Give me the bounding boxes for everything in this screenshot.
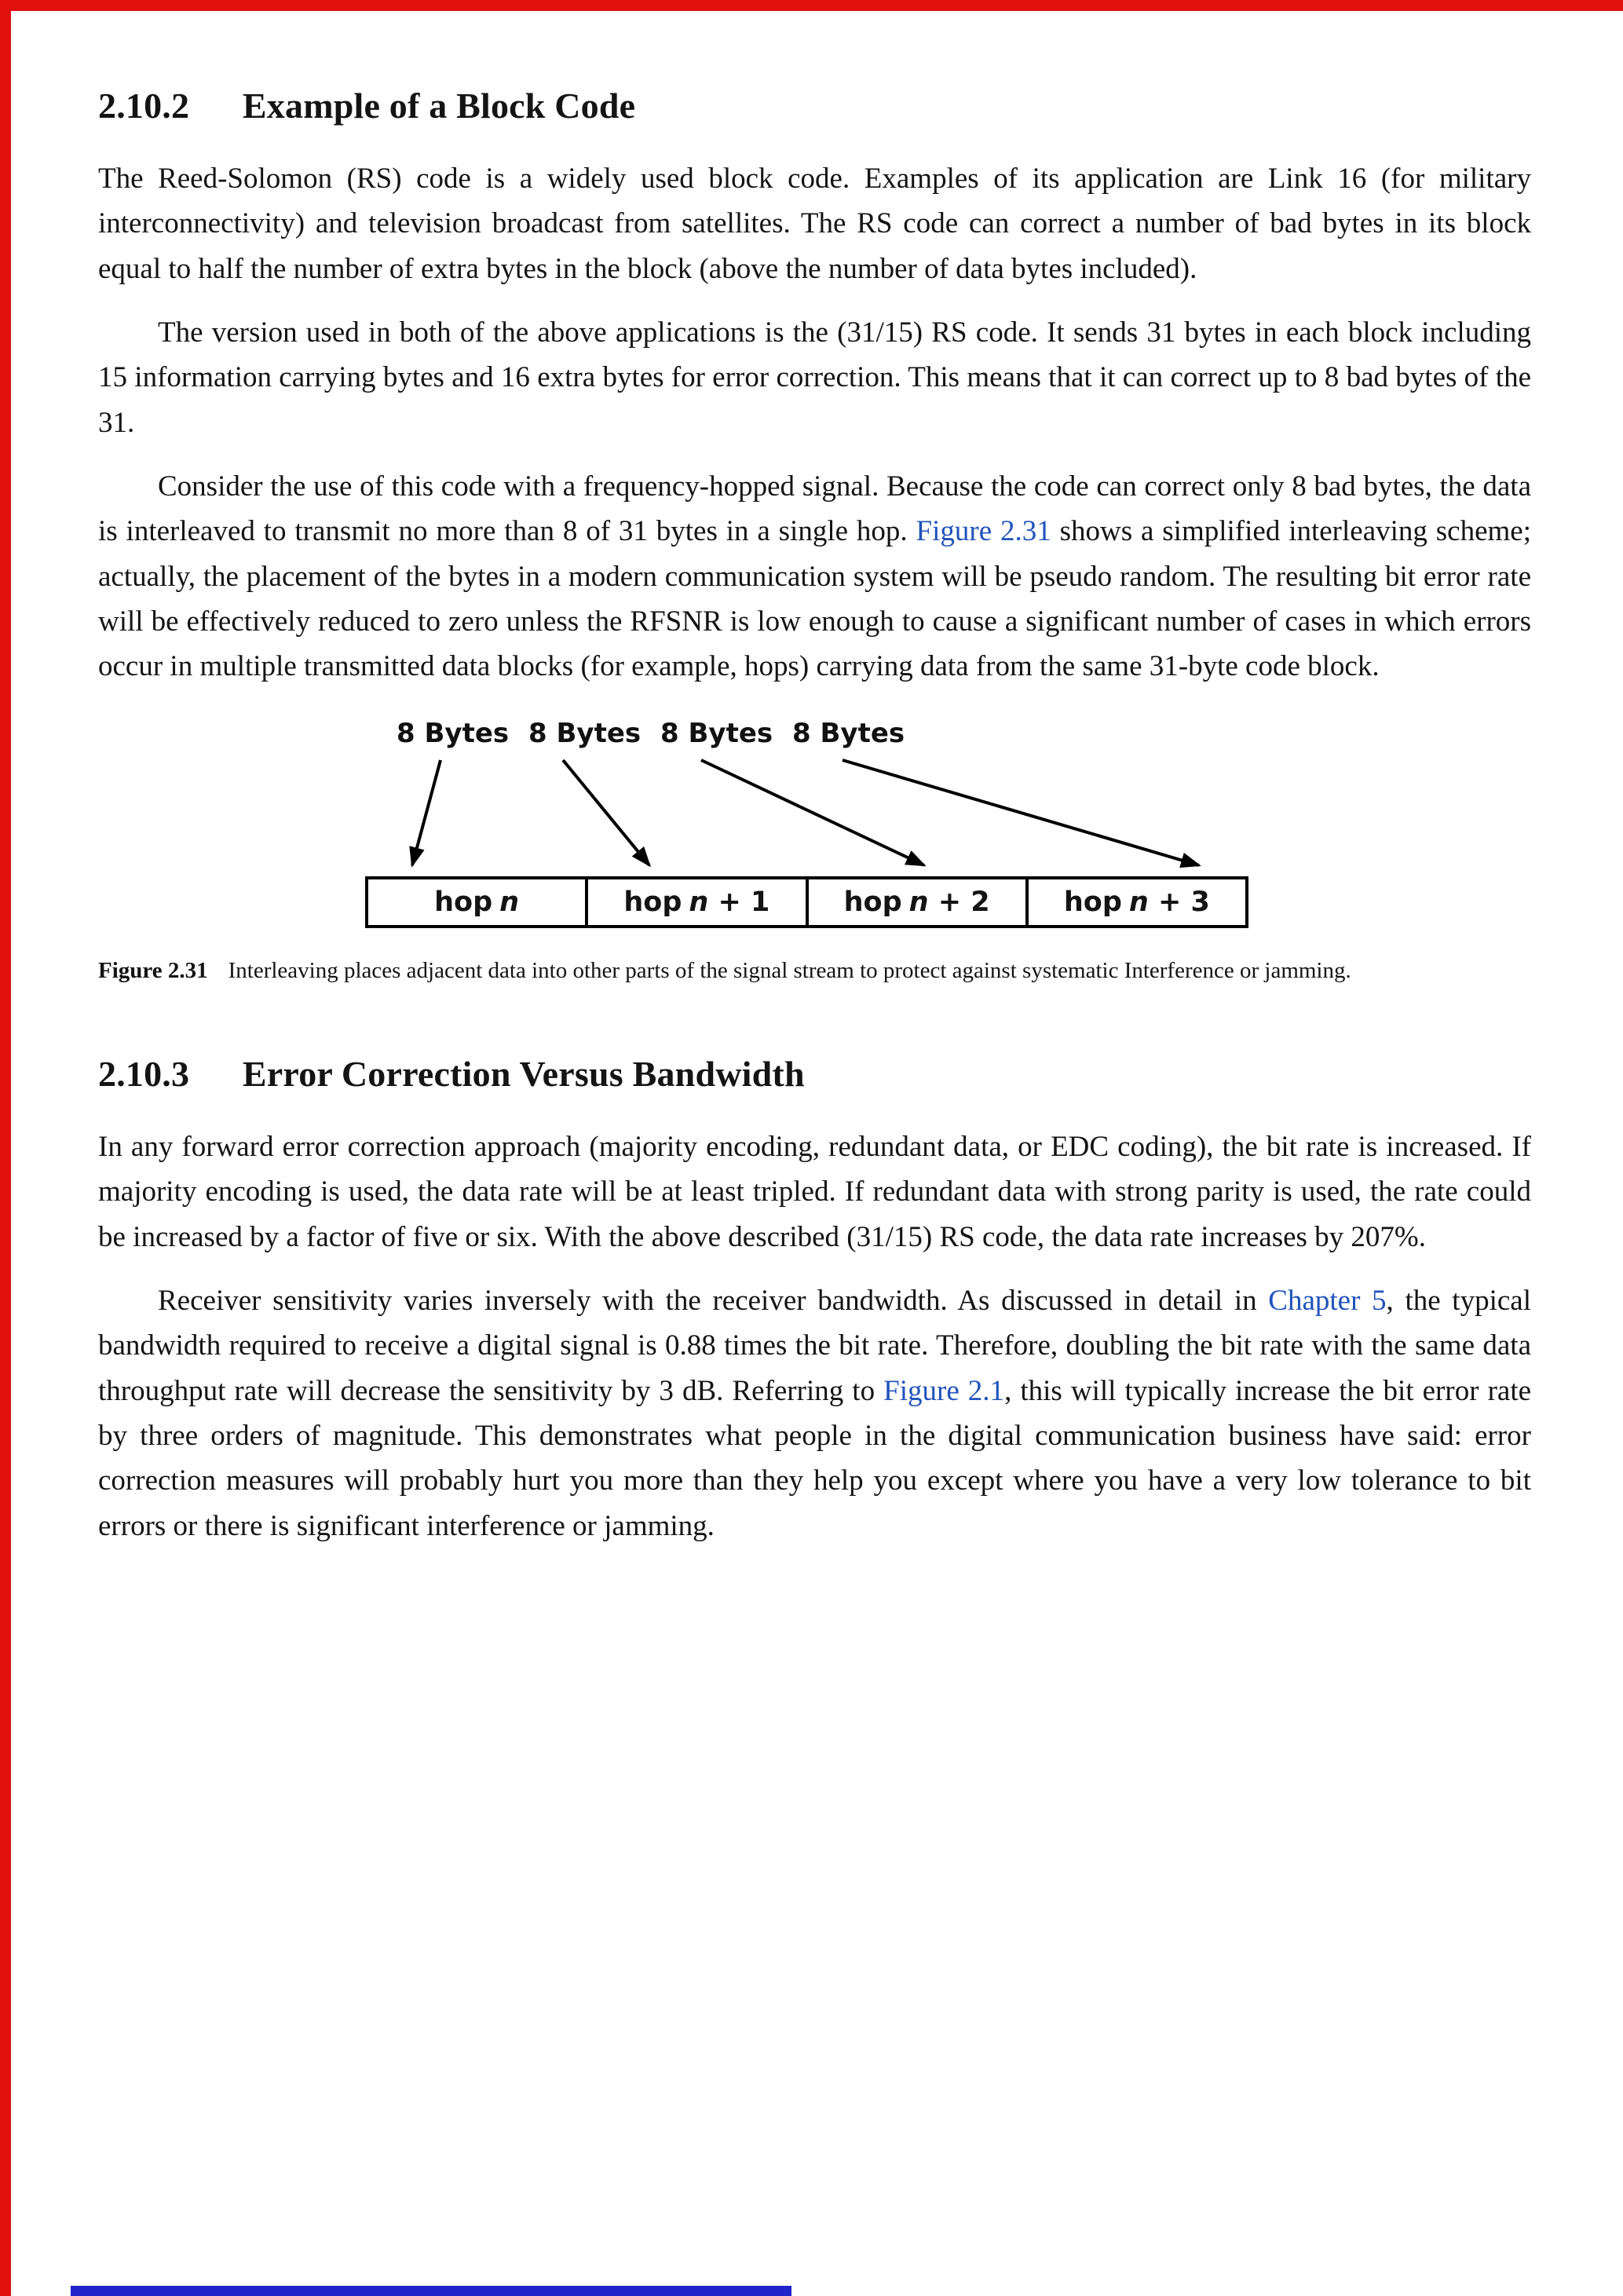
- hop-suffix: + 3: [1148, 886, 1210, 918]
- section-number: 2.10.2: [98, 86, 190, 126]
- bottom-edge-bar: [71, 2286, 791, 2296]
- hop-label: hop: [1063, 886, 1122, 918]
- hop-row: [365, 876, 1248, 928]
- section-title: Example of a Block Code: [242, 86, 636, 126]
- hop-box-n-plus-1: [585, 876, 808, 928]
- byte-group-label: 8 Bytes: [660, 717, 773, 749]
- top-edge-bar: [0, 0, 1623, 11]
- section-heading-2-10-2: [98, 85, 1531, 126]
- hop-variable: n: [499, 886, 520, 918]
- figure-caption-label: Figure 2.31: [98, 957, 208, 983]
- figure-2-31: [98, 718, 1531, 987]
- hop-variable: n: [689, 886, 709, 918]
- byte-group-label: 8 Bytes: [528, 717, 642, 749]
- interleaving-arrows: [365, 759, 1248, 876]
- paragraph: [98, 156, 1531, 291]
- paragraph-text: The version used in both of the above applications is the (31/15) RS code. It sends 31 bytes in each block including 15 information carrying bytes and 16 extra bytes for error correction. This means that it can correct up to 8 bad bytes of the 31.: [98, 316, 1531, 439]
- paragraph: [98, 310, 1531, 445]
- hop-label: hop: [843, 886, 902, 918]
- figure-caption-text: Interleaving places adjacent data into other parts of the signal stream to protect against systematic Interference or jamming.: [228, 957, 1351, 983]
- hop-variable: n: [908, 886, 929, 918]
- paragraph: [98, 1124, 1531, 1260]
- hop-label: hop: [434, 886, 493, 918]
- chapter-5-link[interactable]: Chapter 5: [1268, 1284, 1387, 1317]
- paragraph-text: The Reed-Solomon (RS) code is a widely used block code. Examples of its application are Link 16 (for military interconnectivity) and television broadcast from satellites. The RS code can correct a number of bad bytes in its block equal to half the number of extra bytes in the block (above the number of data bytes included).: [98, 163, 1531, 285]
- hop-suffix: + 2: [928, 886, 990, 918]
- paragraph-text: Receiver sensitivity varies inversely with the receiver bandwidth. As discussed in detail in: [158, 1284, 1269, 1317]
- paragraph-text: , the typical bandwidth required to receive a digital signal is 0.88 times the bit rate. Therefore, doubling the bit rate with the same data throughput rate will decrease the sensitivity by 3 dB. Referring to: [98, 1284, 1531, 1407]
- paragraph: [98, 1278, 1531, 1548]
- page-content: [98, 85, 1531, 1567]
- paragraph-text: In any forward error correction approach (majority encoding, redundant data, or EDC coding), the bit rate is increased. If majority encoding is used, the data rate will be at least tripled. If redundant data with strong parity is used, the rate could be increased by a factor of five or six. With the above described (31/15) RS code, the data rate increases by 207%.: [98, 1130, 1531, 1253]
- figure-caption: [98, 955, 1531, 987]
- figure-2-31-link[interactable]: Figure 2.31: [916, 515, 1051, 548]
- section-number: 2.10.3: [98, 1053, 190, 1094]
- paragraph-text: , this will typically increase the bit error rate by three orders of magnitude. This demonstrates what people in the digital communication business have said: error correction measures will probably hurt you more than they help you except where you have a very low tolerance to bit errors or there is significant interference or jamming.: [98, 1374, 1532, 1542]
- paragraph-text: Consider the use of this code with a frequency-hopped signal. Because the code can correct only 8 bad bytes, the data is interleaved to transmit no more than 8 of 31 bytes in a single hop.: [98, 470, 1531, 548]
- paragraph-text: shows a simplified interleaving scheme; actually, the placement of the bytes in a modern communication system will be pseudo random. The resulting bit error rate will be effectively reduced to zero unless the RFSNR is low enough to cause a significant number of cases in which errors occur in multiple transmitted data blocks (for example, hops) carrying data from the same 31-byte code block.: [98, 515, 1531, 683]
- section-heading-2-10-3: [98, 1053, 1531, 1095]
- byte-group-label: 8 Bytes: [792, 717, 905, 749]
- byte-group-label: 8 Bytes: [397, 717, 510, 749]
- figure-diagram: [365, 718, 1248, 928]
- hop-box-n-plus-2: [806, 876, 1029, 928]
- hop-suffix: + 1: [708, 886, 770, 918]
- hop-variable: n: [1128, 886, 1149, 918]
- paragraph: [98, 464, 1531, 689]
- figure-2-1-link[interactable]: Figure 2.1: [883, 1374, 1005, 1407]
- hop-label: hop: [623, 886, 682, 918]
- hop-box-n: [365, 876, 588, 928]
- left-edge-bar: [0, 0, 11, 2296]
- hop-box-n-plus-3: [1025, 876, 1248, 928]
- section-title: Error Correction Versus Bandwidth: [242, 1053, 805, 1094]
